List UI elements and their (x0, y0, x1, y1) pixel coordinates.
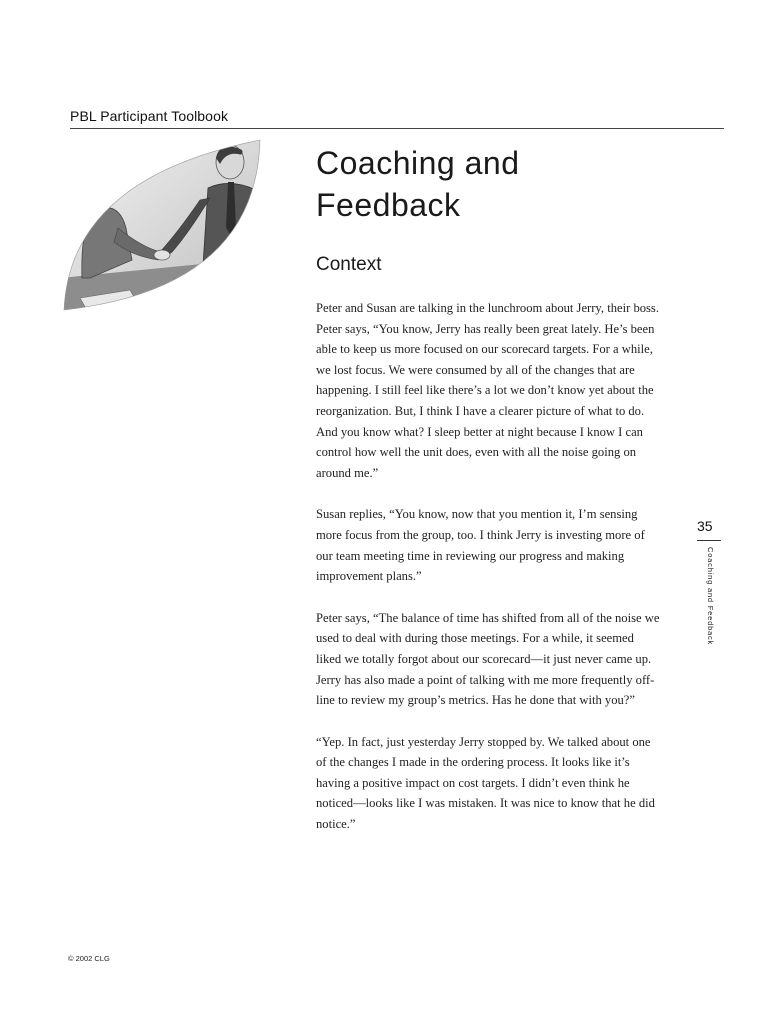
copyright: © 2002 CLG (68, 954, 110, 963)
page-title-line-1: Coaching and (316, 145, 520, 181)
side-section-label: Coaching and Feedback (706, 547, 715, 646)
paragraph: Susan replies, “You know, now that you mention it, I’m sensing more focus from the group, too. I think Jerry is investing more of our team meeting time in reviewing our progress and making improvement plans.” (316, 507, 645, 584)
body-text (316, 298, 662, 856)
page-title (316, 142, 676, 226)
side-rule (697, 540, 721, 541)
page-number: 35 (697, 518, 713, 534)
header-title: PBL Participant Toolbook (70, 108, 229, 124)
paragraph: “Yep. In fact, just yesterday Jerry stopped by. We talked about one of the changes I made in the ordering process. It looks like it’s having a positive impact on cost targets. I didn’t even think he noticed—looks like I was mistaken. It was nice to know that he did notice.” (316, 734, 655, 832)
header-rule (70, 128, 724, 129)
handshake-illustration (60, 138, 262, 312)
section-heading: Context (316, 254, 382, 275)
page-title-line-2: Feedback (316, 187, 461, 223)
paragraph: Peter and Susan are talking in the lunchroom about Jerry, their boss. Peter says, “You know, Jerry has really been great lately. He’s been able to keep us more focused on our scorecard targets. For a while, we lost focus. We were consumed by all of the changes that are happening. I still feel like there’s a lot we don’t know yet about the reorganization. But, I think I have a clearer picture of what to do. And you know what? I sleep better at night because I know I can control how well the unit does, even with all the noise going on around me.” (316, 301, 659, 480)
paragraph: Peter says, “The balance of time has shifted from all of the noise we used to deal with during those meetings. For a while, it seemed liked we totally forgot about our scorecard—it just never came up. Jerry has also made a point of talking with me more frequently off-line to review my group’s metrics. Has he done that with you?” (316, 610, 660, 708)
